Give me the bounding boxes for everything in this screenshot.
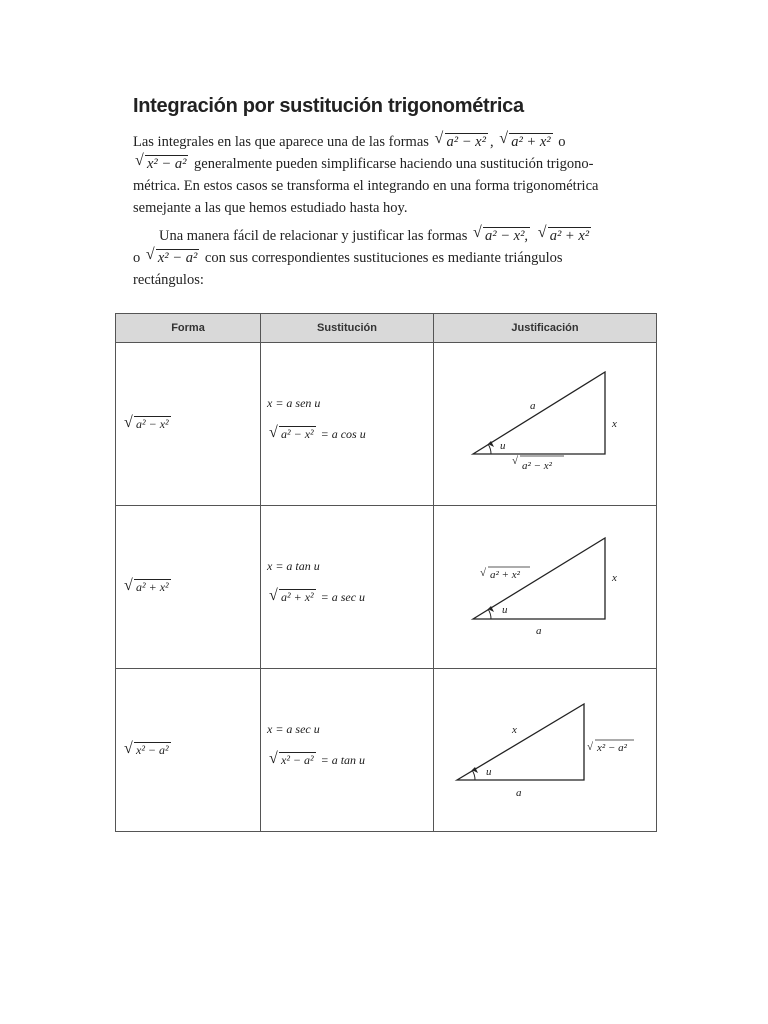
intro-text: Las integrales en las que aparece una de las formas xyxy=(133,134,429,150)
page-title: Integración por sustitución trigonométrica xyxy=(133,95,524,117)
method-line-2 xyxy=(133,248,617,270)
forma-cell xyxy=(116,669,261,832)
substitution-equation: x = a sen u xyxy=(267,396,321,410)
substitution-equation: x = a sec u xyxy=(267,722,320,736)
intro-paragraph xyxy=(133,132,617,220)
justificacion-cell xyxy=(434,506,657,669)
radical-form: √ a² + x² xyxy=(537,224,590,244)
sustitucion-cell xyxy=(261,343,434,506)
method-text: Una manera fácil de relacionar y justificar las formas xyxy=(159,228,468,244)
method-line-3: rectángulos: xyxy=(133,272,204,288)
right-triangle-diagram xyxy=(434,506,657,668)
justificacion-cell xyxy=(434,343,657,506)
conjunction: o xyxy=(133,250,141,266)
intro-line-3: métrica. En estos casos se transforma el integrando en una forma trigonométrica xyxy=(133,178,599,194)
adjacent-label: a xyxy=(516,787,522,799)
radical-sign: √ xyxy=(480,567,487,579)
adjacent-label: a² − x² xyxy=(522,460,552,472)
intro-text: generalmente pueden simplificarse haciendo una sustitución trigono- xyxy=(194,156,594,172)
radical-form: √ x² − a² xyxy=(145,246,198,266)
table-row xyxy=(116,343,657,506)
radical-sign: √ xyxy=(512,455,519,467)
opposite-label: x xyxy=(612,572,617,584)
radical-equation: √ a² − x² = a cos u xyxy=(269,424,366,441)
table-header-row xyxy=(116,314,657,343)
radical-form: √ a² − x², xyxy=(473,224,529,244)
angle-label: u xyxy=(486,766,492,778)
method-line-1 xyxy=(133,226,617,248)
justificacion-cell xyxy=(434,669,657,832)
table-row xyxy=(116,669,657,832)
right-triangle-diagram xyxy=(434,343,657,505)
radical-equation: √ a² + x² = a sec u xyxy=(269,587,366,604)
forma-cell xyxy=(116,506,261,669)
opposite-label: x² − a² xyxy=(597,742,627,754)
hypotenuse-label: a² + x² xyxy=(490,569,520,581)
radical-equation: √ x² − a² = a tan u xyxy=(269,750,366,767)
right-triangle-diagram xyxy=(434,669,657,831)
hypotenuse-label: x xyxy=(512,724,517,736)
intro-line-1: Las integrales en las que aparece una de las formas √ a² − x² , √ a² + x² o xyxy=(133,130,566,150)
angle-label: u xyxy=(502,604,508,616)
method-paragraph xyxy=(133,226,617,292)
forma-cell xyxy=(116,343,261,506)
radical-form: √ x² − a² xyxy=(135,152,187,172)
radical-form: √ a² + x² xyxy=(124,576,169,594)
header-forma: Forma xyxy=(116,314,261,343)
radical-form: √ x² − a² xyxy=(124,739,169,757)
substitution-equation: x = a tan u xyxy=(267,559,320,573)
method-text: con sus correspondientes sustituciones es mediante triángulos xyxy=(204,250,563,266)
substitution-table xyxy=(115,313,657,832)
intro-line-4: semejante a las que hemos estudiado hasta hoy. xyxy=(133,200,408,216)
sustitucion-cell xyxy=(261,506,434,669)
adjacent-label: a xyxy=(536,625,542,637)
intro-line-2 xyxy=(133,154,617,176)
hypotenuse-label: a xyxy=(530,400,536,412)
opposite-label: x xyxy=(612,418,617,430)
table-row xyxy=(116,506,657,669)
radical-form: √ a² − x² xyxy=(124,413,169,431)
conjunction: o xyxy=(558,134,566,150)
header-sustitucion: Sustitución xyxy=(261,314,434,343)
radical-sign: √ xyxy=(587,741,594,753)
header-justificacion: Justificación xyxy=(434,314,657,343)
angle-label: u xyxy=(500,440,506,452)
radical-form: √ a² + x² xyxy=(499,130,551,150)
radical-form: √ a² − x² xyxy=(434,130,486,150)
sustitucion-cell xyxy=(261,669,434,832)
